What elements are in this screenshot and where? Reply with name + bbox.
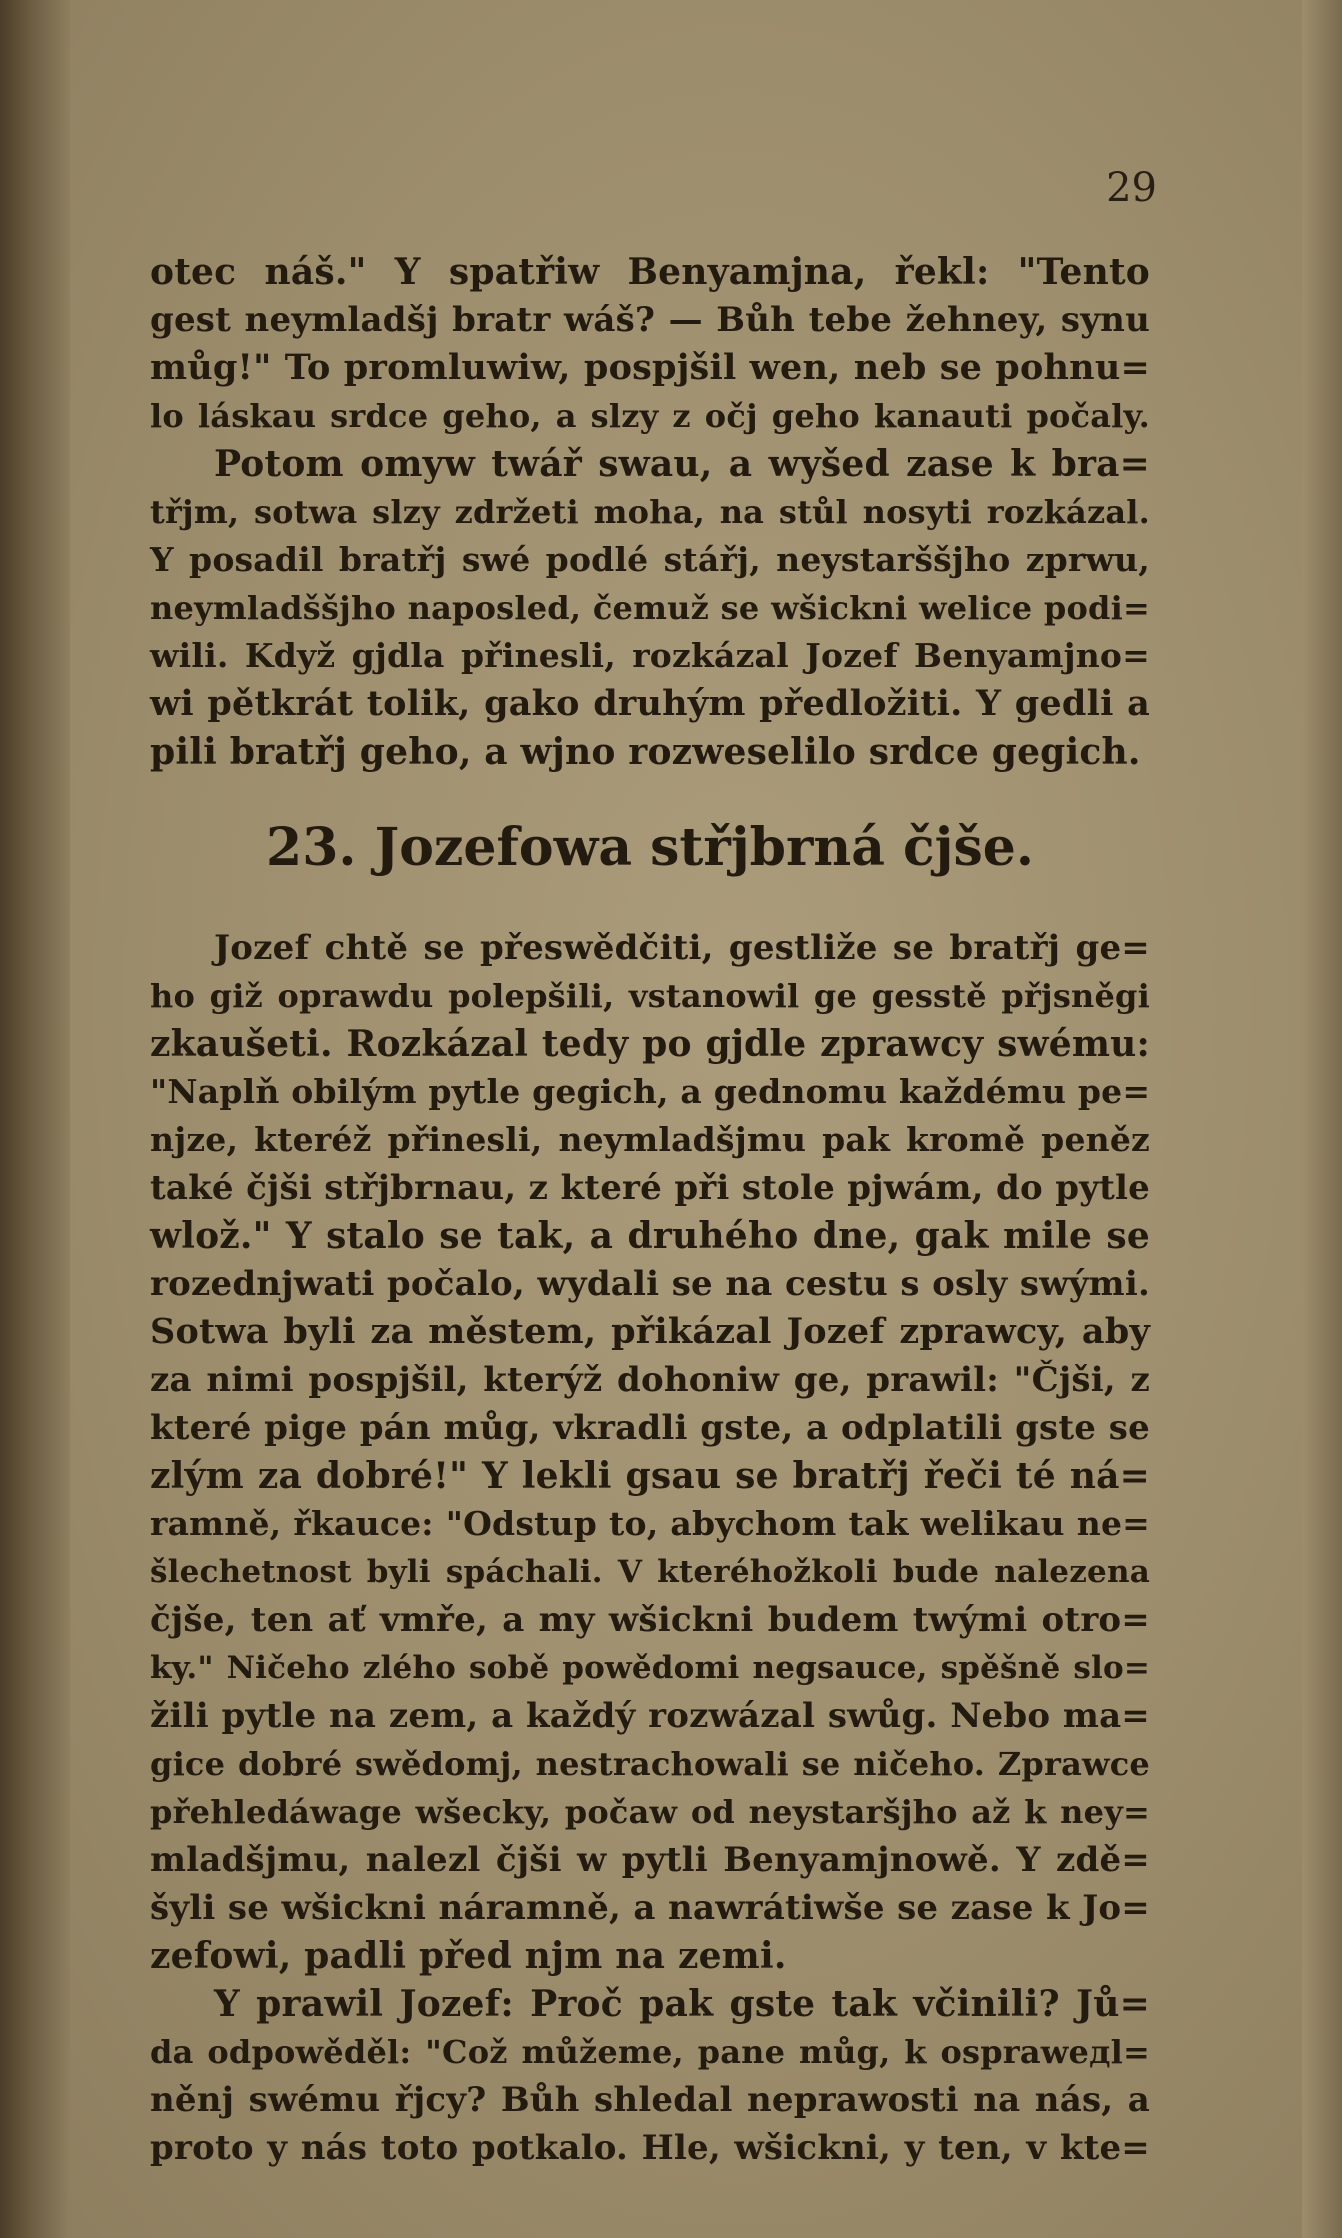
text-line: Y prawil Jozef: Proč pak gste tak včinili? Jů=: [214, 1983, 1150, 2025]
text-line: přehledáwage wšecky, počaw od neystaršjho až k ney=: [150, 1793, 1150, 1831]
text-line: Sotwa byli za městem, přikázal Jozef zprawcy, aby: [150, 1311, 1150, 1352]
text-line: da odpowěděl: "Což můžeme, pane můg, k ospraweдl=: [150, 2033, 1150, 2071]
text-line: za nimi pospjšil, kterýž dohoniw ge, prawil: "Čjši, z: [150, 1360, 1150, 1400]
text-line: wili. Když gjdla přinesli, rozkázal Jozef Benyamjno=: [150, 636, 1150, 675]
text-line: wi pětkrát tolik, gako druhým předložiti. Y gedli a: [150, 683, 1150, 724]
book-spine: [0, 0, 70, 2238]
paragraph-2: [150, 924, 1150, 1980]
text-line: njze, kteréž přinesli, neymladšjmu pak kromě peněz: [150, 1120, 1150, 1159]
section-heading: 23. Jozefowa střjbrná čjše.: [266, 817, 1034, 878]
text-line: ramně, řkauce: "Odstup to, abychom tak welikau ne=: [150, 1504, 1150, 1543]
text-line: rozednjwati počalo, wydali se na cestu s osly swými.: [150, 1264, 1150, 1304]
page-number: 29: [1106, 165, 1157, 211]
page-edge: [1302, 0, 1342, 2238]
text-line: Y posadil bratřj swé podlé stářj, neystarššjho zprwu,: [150, 540, 1150, 579]
text-line: můg!" To promluwiw, pospjšil wen, neb se pohnu=: [150, 347, 1150, 388]
text-line: čjše, ten ať vmře, a my wšickni budem twými otro=: [150, 1600, 1150, 1640]
text-line: wlož." Y stalo se tak, a druhého dne, gak mile se: [150, 1215, 1150, 1257]
text-line: zkaušeti. Rozkázal tedy po gjdle zprawcy swému:: [150, 1023, 1150, 1065]
text-line: gice dobré swědomj, nestrachowali se ničeho. Zprawce: [150, 1745, 1150, 1783]
text-line: otec náš." Y spatřiw Benyamjna, řekl: "Tento: [150, 251, 1150, 293]
text-line: šyli se wšickni náramně, a nawrátiwše se zase k Jo=: [150, 1888, 1150, 1928]
text-line: mladšjmu, nalezl čjši w pytli Benyamjnowě. Y zdě=: [150, 1840, 1150, 1880]
text-line: "Naplň obilým pytle gegich, a gednomu každému pe=: [150, 1072, 1151, 1111]
text-line: neymladššjho naposled, čemuž se wšickni welice podi=: [150, 589, 1150, 627]
text-line: Jozef chtě se přeswědčiti, gestliže se bratřj ge=: [214, 928, 1150, 968]
text-line: také čjši střjbrnau, z které při stole pjwám, do pytle: [150, 1168, 1150, 1208]
text-block: [150, 248, 1150, 2172]
paragraph-1: [150, 248, 1150, 776]
text-line: pili bratřj geho, a wjno rozweselilo srdce gegich.: [150, 731, 1141, 773]
text-line: ho giž oprawdu polepšili, vstanowil ge gesstě přjsněgi: [150, 977, 1150, 1015]
text-line: žili pytle na zem, a každý rozwázal swůg. Nebo ma=: [150, 1696, 1150, 1736]
text-line: zlým za dobré!" Y lekli gsau se bratřj řeči té ná=: [150, 1455, 1150, 1497]
paragraph-3: [150, 1980, 1150, 2172]
text-line: které pige pán můg, vkradli gste, a odplatili gste se: [150, 1408, 1150, 1448]
text-line: něnj swému řjcy? Bůh shledal neprawosti na nás, a: [150, 2080, 1150, 2120]
text-line: gest neymladšj bratr wáš? — Bůh tebe žehney, synu: [150, 300, 1150, 340]
text-line: proto y nás toto potkalo. Hle, wšickni, y ten, v kte=: [150, 2128, 1150, 2168]
text-line: Potom omyw twář swau, a wyšed zase k bra=: [214, 443, 1150, 485]
text-line: zefowi, padli před njm na zemi.: [150, 1935, 787, 1977]
text-line: třjm, sotwa slzy zdržeti moha, na stůl nosyti rozkázal.: [150, 493, 1150, 531]
text-line: šlechetnost byli spáchali. V kteréhožkoli bude nalezena: [150, 1554, 1150, 1590]
text-line: lo láskau srdce geho, a slzy z očj geho kanauti počaly.: [150, 397, 1150, 435]
text-line: ky." Ničeho zlého sobě powědomi negsauce, spěšně slo=: [150, 1650, 1150, 1686]
